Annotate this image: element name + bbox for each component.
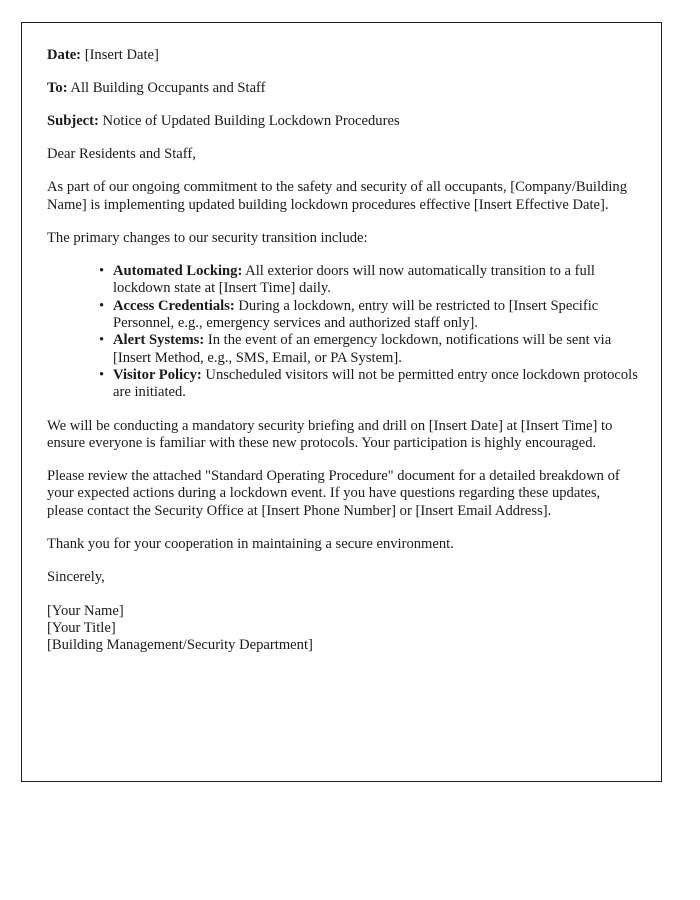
- list-item: [99, 298, 639, 333]
- list-item: [99, 263, 639, 298]
- list-item: [99, 367, 639, 402]
- list-item-term: Automated Locking:: [113, 263, 243, 280]
- bullet-icon: •: [99, 366, 105, 383]
- bullet-icon: •: [99, 332, 105, 349]
- list-item-text: Unscheduled visitors will not be permitted entry once lockdown protocols are initiated.: [113, 366, 638, 401]
- field-subject-value: Notice of Updated Building Lockdown Procedures: [102, 113, 400, 129]
- intro-paragraph: As part of our ongoing commitment to the safety and security of all occupants, [Company/Building Name] is implementing updated building lockdown procedures effective [Insert Effective Date].: [47, 179, 627, 213]
- field-to-label: To:: [47, 80, 68, 96]
- bullet-icon: •: [99, 297, 105, 314]
- list-item-term: Alert Systems:: [113, 332, 205, 349]
- list-item-text: During a lockdown, entry will be restricted to [Insert Specific Personnel, e.g., emergency services and authorized staff only].: [113, 297, 599, 332]
- bullet-icon: •: [99, 263, 105, 280]
- salutation: Dear Residents and Staff,: [47, 146, 196, 162]
- review-paragraph: Please review the attached "Standard Operating Procedure" document for a detailed breakdown of your expected actions during a lockdown event. If you have questions regarding these updates, please contact the Security Office at [Insert Phone Number] or [Insert Email Address].: [47, 468, 620, 519]
- field-subject: [47, 113, 639, 130]
- field-date-label: Date:: [47, 47, 82, 63]
- signature-block: [47, 603, 639, 655]
- briefing-paragraph: We will be conducting a mandatory security briefing and drill on [Insert Date] at [Insert Time] to ensure everyone is familiar with these new protocols. Your participation is highly encouraged.: [47, 417, 613, 451]
- changes-list: [47, 263, 639, 401]
- list-item-text: All exterior doors will now automatically transition to a full lockdown state at [Insert Time] daily.: [113, 263, 595, 297]
- signature-name: [Your Name]: [47, 602, 124, 619]
- list-item-text: In the event of an emergency lockdown, notifications will be sent via [Insert Method, e.g., SMS, Email, or PA System].: [113, 332, 612, 366]
- signature-title: [Your Title]: [47, 619, 116, 636]
- closing: Sincerely,: [47, 569, 105, 586]
- list-item: [99, 332, 639, 367]
- document-page: [21, 22, 662, 782]
- field-date: [47, 47, 639, 64]
- field-date-value: [Insert Date]: [84, 47, 159, 63]
- document-body: [22, 23, 661, 655]
- list-lead-in: The primary changes to our security transition include:: [47, 229, 368, 246]
- list-item-term: Access Credentials:: [113, 297, 235, 314]
- field-subject-label: Subject:: [47, 113, 99, 129]
- list-item-term: Visitor Policy:: [113, 366, 202, 383]
- field-to: [47, 80, 639, 97]
- signature-department: [Building Management/Security Department]: [47, 637, 313, 654]
- field-to-value: All Building Occupants and Staff: [70, 80, 266, 96]
- thanks-paragraph: Thank you for your cooperation in maintaining a secure environment.: [47, 536, 454, 553]
